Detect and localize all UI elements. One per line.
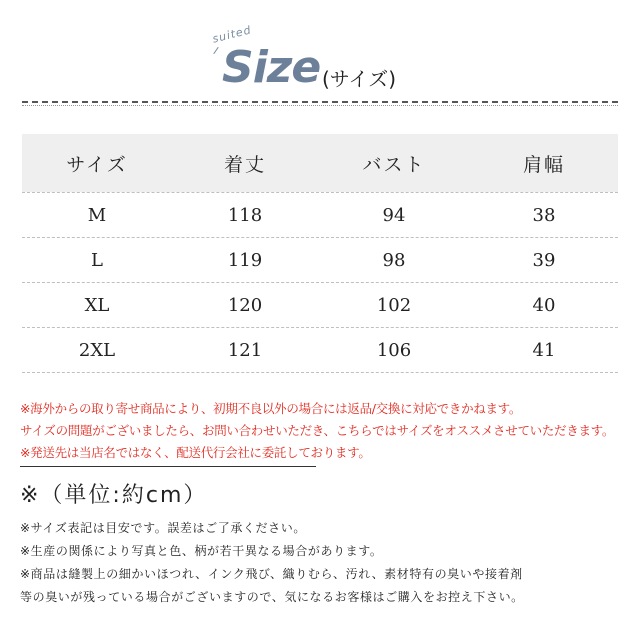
cell-size: XL — [84, 294, 110, 316]
cell-shoulder: 39 — [532, 249, 556, 271]
general-note: ※サイズ表記は目安です。誤差はご了承ください。 — [20, 521, 306, 535]
header-divider-dotted — [22, 105, 618, 106]
size-table — [22, 134, 618, 373]
cell-size: M — [87, 204, 107, 226]
general-note: ※商品は縫製上の細かいほつれ、インク飛び、織りむら、汚れ、素材特有の臭いや接着剤 — [20, 567, 523, 581]
notes-divider — [20, 466, 316, 467]
cell-size: 2XL — [78, 339, 116, 361]
header-divider — [22, 101, 618, 103]
table-header-row — [22, 134, 618, 192]
table-row — [22, 237, 618, 282]
cell-shoulder: 41 — [532, 339, 556, 361]
cell-bust: 98 — [382, 249, 406, 271]
general-notes — [20, 517, 630, 609]
header-length: 着丈 — [223, 153, 266, 176]
header-shoulder: 肩幅 — [522, 153, 565, 176]
size-header — [0, 0, 640, 100]
header-bust: バスト — [362, 153, 426, 176]
general-note: ※生産の関係により写真と色、柄が若干異なる場合があります。 — [20, 544, 383, 558]
cell-size: L — [91, 249, 103, 271]
warning-note: サイズの問題がございましたら、お問い合わせいただき、こちらではサイズをオススメさせていただきます。 — [20, 423, 615, 438]
suited-label: suited — [211, 23, 253, 46]
table-row — [22, 327, 618, 373]
cell-bust: 94 — [382, 204, 406, 226]
warning-note: ※発送先は当店名ではなく、配送代行会社に委託しております。 — [20, 445, 371, 460]
cell-shoulder: 38 — [532, 204, 556, 226]
cell-length: 121 — [227, 339, 263, 361]
table-row — [22, 192, 618, 237]
cell-length: 119 — [227, 249, 263, 271]
cell-bust: 106 — [376, 339, 412, 361]
warning-note: ※海外からの取り寄せ商品により、初期不良以外の場合には返品/交換に対応できかねます。 — [20, 401, 522, 416]
size-subtitle: (サイズ) — [322, 67, 397, 91]
cell-length: 120 — [227, 294, 263, 316]
unit-label: ※（単位:約cm） — [20, 483, 208, 508]
suited-decoration — [213, 47, 218, 54]
cell-shoulder: 40 — [532, 294, 556, 316]
size-title: Size — [222, 42, 321, 93]
cell-bust: 102 — [376, 294, 412, 316]
table-row — [22, 282, 618, 327]
header-size: サイズ — [66, 153, 128, 176]
general-note: 等の臭いが残っている場合がございますので、気になるお客様はご購入をお控え下さい。 — [20, 590, 524, 604]
cell-length: 118 — [227, 204, 263, 226]
warning-notes — [20, 398, 630, 464]
